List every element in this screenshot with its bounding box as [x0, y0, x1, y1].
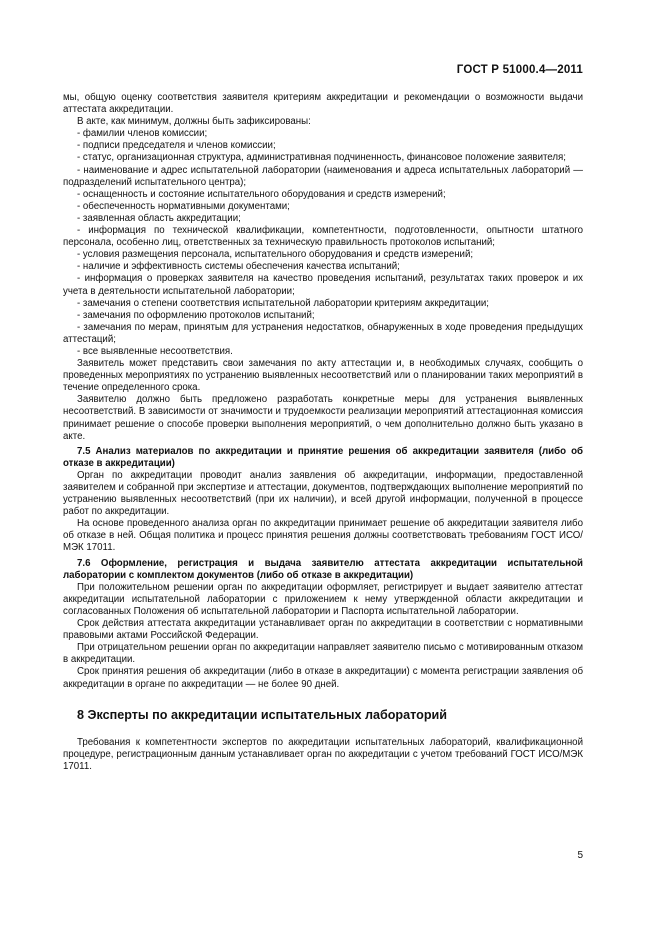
- paragraph: При отрицательном решении орган по аккредитации направляет заявителю письмо с мотивированным отказом в аккредитации.: [63, 642, 583, 666]
- list-item: - замечания по мерам, принятым для устранения недостатков, обнаруженных в ходе проведения предыдущих аттестаций;: [63, 321, 583, 345]
- document-body: [63, 92, 583, 773]
- list-item: - оснащенность и состояние испытательного оборудования и средств измерений;: [77, 188, 446, 200]
- list-item: - наличие и эффективность системы обеспечения качества испытаний;: [77, 261, 400, 273]
- list-item: - информация о проверках заявителя на качество проведения испытаний, результатах таких проверок и их учета в деятельности испытательной лаборатории;: [63, 273, 583, 297]
- paragraph: Срок принятия решения об аккредитации (либо в отказе в аккредитации) с момента регистрации заявления об аккредитации в органе по аккредитации — не более 90 дней.: [63, 666, 583, 690]
- list-item: - замечания по оформлению протоколов испытаний;: [77, 309, 315, 321]
- list-item: - наименование и адрес испытательной лаборатории (наименования и адреса испытательных лабораторий — подразделений испытательного центра);: [63, 164, 583, 188]
- list-item: - условия размещения персонала, испытательного оборудования и средств измерений;: [77, 249, 474, 261]
- list-item: - информация по технической квалификации, компетентности, подготовленности, опытности штатного персонала, особенно лиц, ответственных за техническую правильность протоколов испытаний;: [63, 225, 583, 249]
- list-item: - подписи председателя и членов комиссии;: [77, 140, 276, 152]
- paragraph: При положительном решении орган по аккредитации оформляет, регистрирует и выдает заявителю аттестат аккредитации испытательной лаборатории с приложением к нему утвержденной области аккредитации и согласованных Положения об испытательной лаборатории и Паспорта испытательной лаборатории.: [63, 581, 583, 617]
- paragraph: мы, общую оценку соответствия заявителя критериям аккредитации и рекомендации о возможности выдачи аттестата аккредитации.: [63, 92, 583, 116]
- list-item: - все выявленные несоответствия.: [77, 345, 233, 357]
- paragraph: На основе проведенного анализа орган по аккредитации принимает решение об аккредитации заявителя либо об отказе в ней. Общая политика и процесс принятия решения должны соответствовать требованиям ГОСТ ИСО/МЭК 17011.: [63, 518, 583, 554]
- list-item: - обеспеченность нормативными документами;: [77, 200, 290, 212]
- section-heading-7-5: 7.5 Анализ материалов по аккредитации и принятие решения об аккредитации заявителя (либо об отказе в аккредитации): [63, 445, 583, 469]
- paragraph: В акте, как минимум, должны быть зафиксированы:: [77, 116, 311, 128]
- paragraph: Требования к компетентности экспертов по аккредитации испытательных лабораторий, квалификационной процедуре, регистрационным данным устанавливает орган по аккредитации с учетом требований ГОСТ ИСО/МЭК 17011.: [63, 736, 583, 772]
- paragraph: Заявитель может представить свои замечания по акту аттестации и, в необходимых случаях, сообщить о проведенных мероприятиях по устранению выявленных несоответствий или о планировании таких мероприятий в течение определенного срока.: [63, 358, 583, 394]
- list-item: - статус, организационная структура, административная подчиненность, финансовое положение заявителя;: [77, 152, 566, 164]
- paragraph: Срок действия аттестата аккредитации устанавливает орган по аккредитации в соответствии с нормативными правовыми актами Российской Федерации.: [63, 618, 583, 642]
- document-header: ГОСТ Р 51000.4—2011: [456, 64, 583, 76]
- page-number: 5: [577, 850, 583, 861]
- section-heading-7-6: 7.6 Оформление, регистрация и выдача заявителю аттестата аккредитации испытательной лаборатории с комплектом документов (либо об отказе в аккредитации): [63, 557, 583, 581]
- list-item: - фамилии членов комиссии;: [77, 128, 208, 140]
- section-heading-8: 8 Эксперты по аккредитации испытательных лабораторий: [77, 707, 448, 722]
- list-item: - заявленная область аккредитации;: [77, 212, 241, 224]
- paragraph: Заявителю должно быть предложено разработать конкретные меры для устранения выявленных несоответствий. В зависимости от значимости и трудоемкости реализации мероприятий аттестационная комиссия принимает решение о способе проверки выполнения мероприятий, о чем дополнительно должно быть указано в акте.: [63, 394, 583, 442]
- paragraph: Орган по аккредитации проводит анализ заявления об аккредитации, информации, предоставленной заявителем и собранной при экспертизе и аттестации, документов, подтверждающих выполнение мероприятий по устранению выявленных несоответствий (при их наличии), и всей другой информации, полученной в процессе работ по аккредитации.: [63, 469, 583, 518]
- list-item: - замечания о степени соответствия испытательной лаборатории критериям аккредитации;: [77, 297, 489, 309]
